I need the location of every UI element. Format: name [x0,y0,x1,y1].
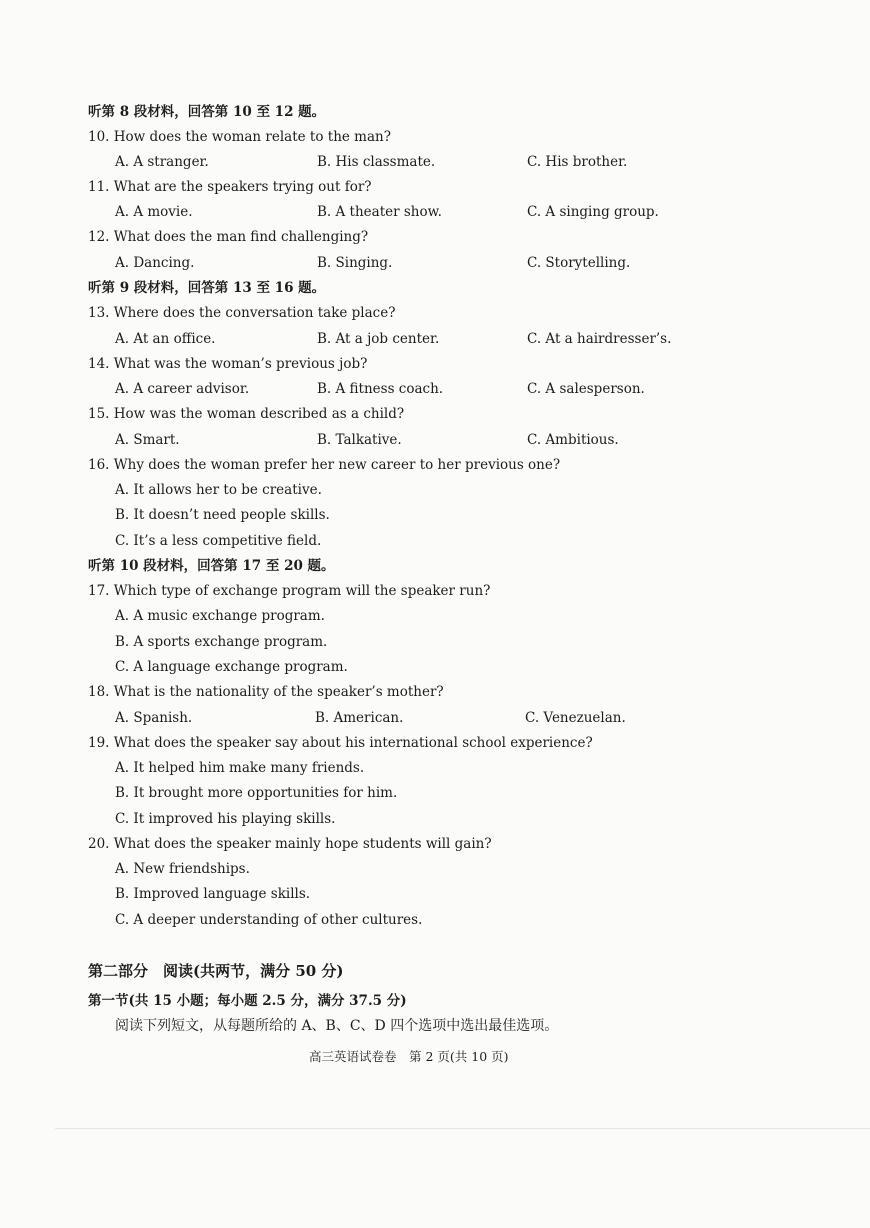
q13-option-c: C. At a hairdresser’s. [527,331,672,347]
question-15: 15. How was the woman described as a child? [88,406,405,422]
q14-option-a: A. A career advisor. [115,381,250,397]
question-19: 19. What does the speaker say about his international school experience? [88,735,593,751]
q19-option-b: B. It brought more opportunities for him. [115,785,398,801]
question-17: 17. Which type of exchange program will the speaker run? [88,583,491,599]
q10-option-b: B. His classmate. [317,154,436,170]
q16-option-c: C. It’s a less competitive field. [115,533,322,549]
section-header-8: 听第 8 段材料，回答第 10 至 12 题。 [88,104,326,120]
q13-option-a: A. At an office. [115,331,216,347]
question-14: 14. What was the woman’s previous job? [88,356,368,372]
fold-line [55,1128,870,1129]
q16-option-b: B. It doesn’t need people skills. [115,507,330,523]
q19-option-a: A. It helped him make many friends. [115,760,365,776]
reading-instruction: 阅读下列短文，从每题所给的 A、B、C、D 四个选项中选出最佳选项。 [115,1018,559,1034]
question-13: 13. Where does the conversation take place? [88,305,396,321]
q12-option-c: C. Storytelling. [527,255,631,271]
page-footer: 高三英语试卷卷 第 2 页(共 10 页) [309,1049,509,1064]
q20-option-b: B. Improved language skills. [115,886,311,902]
question-10: 10. How does the woman relate to the man? [88,129,391,145]
part2-title: 第二部分 阅读(共两节，满分 50 分) [88,962,344,980]
q12-option-a: A. Dancing. [115,255,195,271]
q18-option-b: B. American. [315,710,404,726]
q12-option-b: B. Singing. [317,255,393,271]
q15-option-a: A. Smart. [115,432,180,448]
question-16: 16. Why does the woman prefer her new career to her previous one? [88,457,561,473]
q18-option-c: C. Venezuelan. [525,710,626,726]
q14-option-c: C. A salesperson. [527,381,645,397]
section-header-10: 听第 10 段材料，回答第 17 至 20 题。 [88,558,335,574]
q19-option-c: C. It improved his playing skills. [115,811,336,827]
q11-option-b: B. A theater show. [317,204,442,220]
q14-option-b: B. A fitness coach. [317,381,444,397]
q10-option-c: C. His brother. [527,154,628,170]
q18-option-a: A. Spanish. [115,710,193,726]
question-20: 20. What does the speaker mainly hope students will gain? [88,836,492,852]
q11-option-c: C. A singing group. [527,204,659,220]
q11-option-a: A. A movie. [115,204,193,220]
q20-option-c: C. A deeper understanding of other cultures. [115,912,423,928]
q10-option-a: A. A stranger. [115,154,209,170]
section1-subtitle: 第一节(共 15 小题；每小题 2.5 分，满分 37.5 分) [88,993,407,1009]
q17-option-b: B. A sports exchange program. [115,634,328,650]
q16-option-a: A. It allows her to be creative. [115,482,322,498]
section-header-9: 听第 9 段材料，回答第 13 至 16 题。 [88,280,326,296]
q15-option-c: C. Ambitious. [527,432,619,448]
q13-option-b: B. At a job center. [317,331,440,347]
q17-option-a: A. A music exchange program. [115,608,325,624]
q20-option-a: A. New friendships. [115,861,250,877]
q15-option-b: B. Talkative. [317,432,402,448]
q17-option-c: C. A language exchange program. [115,659,348,675]
question-11: 11. What are the speakers trying out for? [88,179,372,195]
question-18: 18. What is the nationality of the speaker’s mother? [88,684,444,700]
question-12: 12. What does the man find challenging? [88,229,369,245]
